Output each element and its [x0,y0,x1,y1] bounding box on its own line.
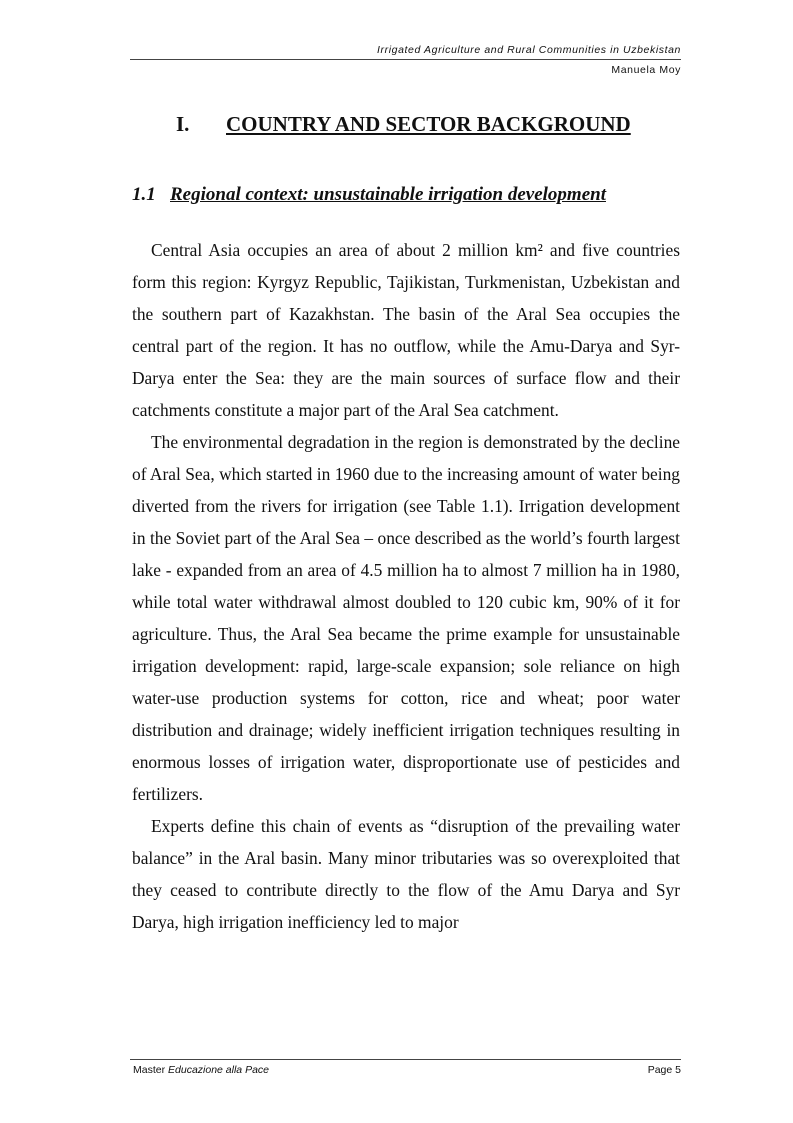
footer-program: Educazione alla Pace [168,1064,270,1076]
chapter-heading [176,112,631,137]
page-number: Page 5 [647,1064,681,1076]
section-heading [132,184,606,206]
footer-prefix: Master [133,1064,166,1076]
running-footer [130,1059,681,1076]
chapter-title: COUNTRY AND SECTOR BACKGROUND [226,112,631,136]
header-title: Irrigated Agriculture and Rural Communities in Uzbekistan [376,44,681,56]
paragraph: The environmental degradation in the region is demonstrated by the decline of Aral Sea, which started in 1960 due to the increasing amount of water being diverted from the rivers for irrigation (see Table 1.1). Irrigation development in the Soviet part of the Aral Sea – once described as the world’s fourth largest lake - expanded from an area of 4.5 million ha to almost 7 million ha in 1980, while total water withdrawal almost doubled to 120 cubic km, 90% of it for agriculture. Thus, the Aral Sea became the prime example for unsustainable irrigation development: rapid, large-scale expansion; sole reliance on high water-use production systems for cotton, rice and wheat; poor water distribution and drainage; widely inefficient irrigation techniques resulting in enormous losses of irrigation water, disproportionate use of pesticides and fertilizers. [132,432,680,804]
running-header [130,44,681,76]
footer-rule [130,1059,681,1060]
paragraph: Central Asia occupies an area of about 2 million km² and five countries form this region: Kyrgyz Republic, Tajikistan, Turkmenistan, Uzbekistan and the southern part of Kazakhstan. The basin of the Aral Sea occupies the central part of the region. It has no outflow, while the Amu-Darya and Syr-Darya enter the Sea: they are the main sources of surface flow and their catchments constitute a major part of the Aral Sea catchment. [132,240,680,420]
footer-course [133,1064,269,1076]
paragraph: Experts define this chain of events as “disruption of the prevailing water balance” in the Aral basin. Many minor tributaries was so overexploited that they ceased to contribute directly to the flow of the Amu Darya and Syr Darya, high irrigation inefficiency led to major [132,816,680,932]
section-title: Regional context: unsustainable irrigation development [170,184,606,205]
section-number: 1.1 [132,184,156,205]
header-rule [130,59,681,60]
header-author: Manuela Moy [611,64,681,76]
chapter-number: I. [176,112,190,136]
body-text [132,234,680,938]
